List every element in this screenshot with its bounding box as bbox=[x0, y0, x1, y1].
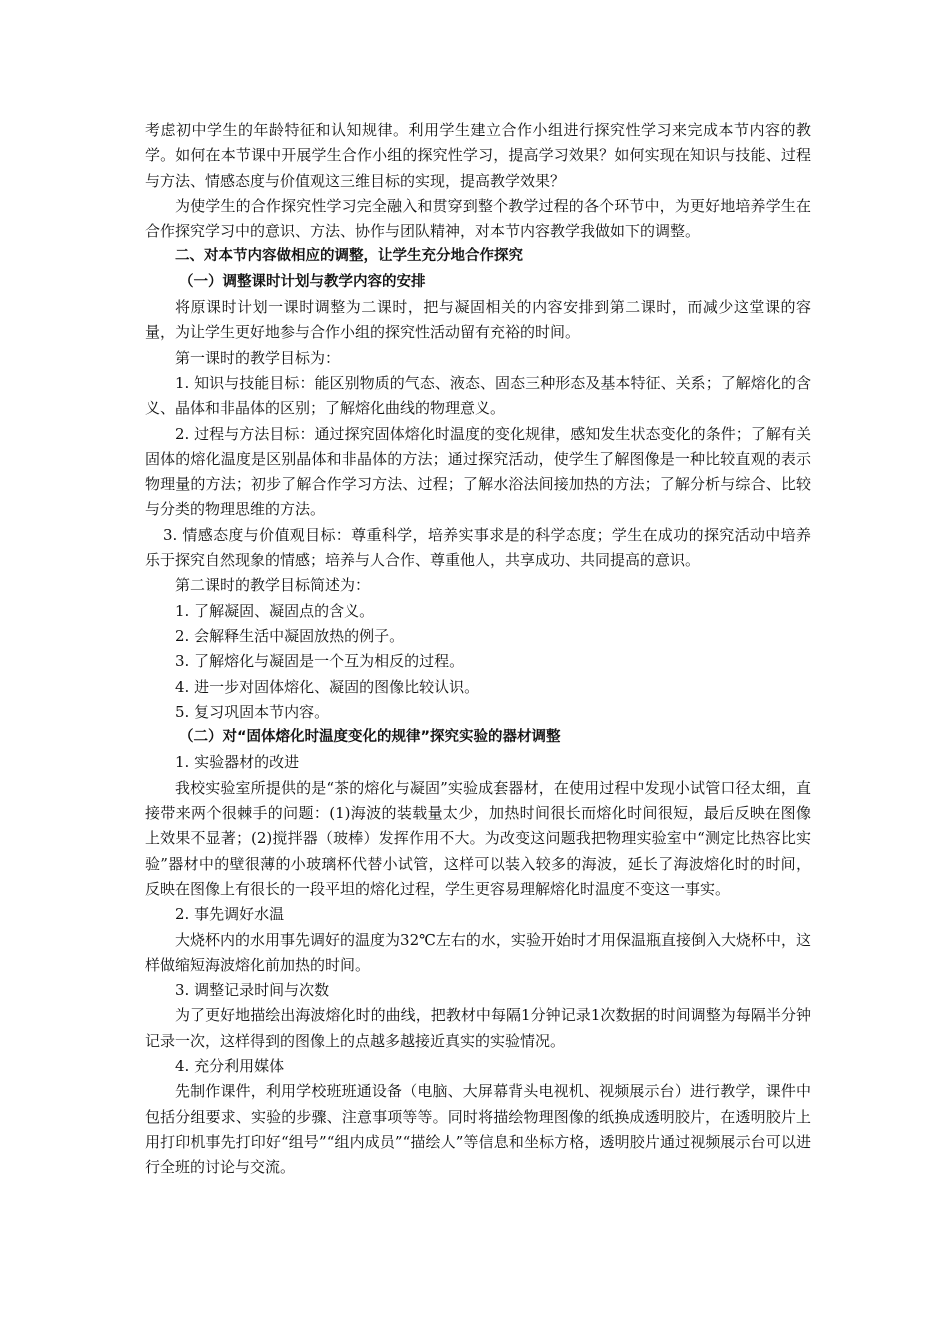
list-item: 1. 实验器材的改进 bbox=[175, 753, 300, 772]
paragraph: 考虑初中学生的年龄特征和认知规律。利用学生建立合作小组进行探究性学习来完成本节内容的教学。如何在本节课中开展学生合作小组的探究性学习，提高学习效果？如何实现在知识与技能、过程与方法、情感态度与价值观这三维目标的实现，提高教学效果？ bbox=[145, 121, 811, 190]
section-heading: 二、对本节内容做相应的调整，让学生充分地合作探究 bbox=[175, 248, 523, 265]
list-item: 2. 事先调好水温 bbox=[175, 905, 285, 924]
paragraph: 将原课时计划一课时调整为二课时，把与凝固相关的内容安排到第二课时，而减少这堂课的容量，为让学生更好地参与合作小组的探究性活动留有充裕的时间。 bbox=[145, 298, 811, 342]
paragraph: 我校实验室所提供的是“茶的熔化与凝固”实验成套器材，在使用过程中发现小试管口径太细，直接带来两个很棘手的问题：(1)海波的装载量太少，加热时间很长而熔化时间很短，最后反映在图像上效果不显著；(2)搅拌器（玻棒）发挥作用不大。为改变这问题我把物理实验室中“测定比热容比实验”器材中的壁很薄的小玻璃杯代替小试管，这样可以装入较多的海波，延长了海波熔化时的时间，反映在图像上有很长的一段平坦的熔化过程，学生更容易理解熔化时温度不变这一事实。 bbox=[145, 778, 811, 898]
list-item: 4. 进一步对固体熔化、凝固的图像比较认识。 bbox=[175, 677, 480, 696]
paragraph: 大烧杯内的水用事先调好的温度为32℃左右的水，实验开始时才用保温瓶直接倒入大烧杯中，这样做缩短海波熔化前加热的时间。 bbox=[145, 930, 811, 974]
list-item: 3. 情感态度与价值观目标：尊重科学，培养实事求是的科学态度；学生在成功的探究活动中培养乐于探究自然现象的情感；培养与人合作、尊重他人，共享成功、共同提高的意识。 bbox=[145, 525, 811, 570]
document-body bbox=[145, 118, 811, 1180]
list-item: 3. 调整记录时间与次数 bbox=[175, 981, 330, 1000]
list-item: 4. 充分利用媒体 bbox=[175, 1056, 285, 1075]
list-item: 1. 了解凝固、凝固点的含义。 bbox=[175, 601, 375, 620]
subsection-heading: （一）调整课时计划与教学内容的安排 bbox=[179, 273, 426, 290]
paragraph: 为使学生的合作探究性学习完全融入和贯穿到整个教学过程的各个环节中，为更好地培养学生在合作探究学习中的意识、方法、协作与团队精神，对本节内容教学我做如下的调整。 bbox=[145, 196, 811, 241]
paragraph: 第二课时的教学目标简述为： bbox=[175, 576, 371, 595]
subsection-heading: （二）对“固体熔化时温度变化的规律”探究实验的器材调整 bbox=[179, 729, 561, 746]
paragraph: 为了更好地描绘出海波熔化时的曲线，把教材中每隔1分钟记录1次数据的时间调整为每隔半分钟记录一次，这样得到的图像上的点越多越接近真实的实验情况。 bbox=[145, 1006, 811, 1050]
list-item: 2. 过程与方法目标：通过探究固体熔化时温度的变化规律，感知发生状态变化的条件；了解有关固体的熔化温度是区别晶体和非晶体的方法；通过探究活动，使学生了解图像是一种比较直观的表示物理量的方法；初步了解合作学习方法、过程；了解水浴法间接加热的方法；了解分析与综合、比较与分类的物理思维的方法。 bbox=[145, 424, 811, 519]
paragraph: 第一课时的教学目标为： bbox=[175, 348, 341, 367]
list-item: 2. 会解释生活中凝固放热的例子。 bbox=[175, 626, 405, 645]
list-item: 5. 复习巩固本节内容。 bbox=[175, 702, 330, 721]
paragraph: 先制作课件，利用学校班班通设备（电脑、大屏幕背头电视机、视频展示台）进行教学，课件中包括分组要求、实验的步骤、注意事项等等。同时将描绘物理图像的纸换成透明胶片，在透明胶片上用打印机事先打印好“组号”“组内成员”“描绘人”等信息和坐标方格，透明胶片通过视频展示台可以进行全班的讨论与交流。 bbox=[145, 1082, 811, 1177]
list-item: 3. 了解熔化与凝固是一个互为相反的过程。 bbox=[175, 652, 465, 671]
list-item: 1. 知识与技能目标：能区别物质的气态、液态、固态三种形态及基本特征、关系；了解熔化的含义、晶体和非晶体的区别；了解熔化曲线的物理意义。 bbox=[145, 373, 811, 418]
